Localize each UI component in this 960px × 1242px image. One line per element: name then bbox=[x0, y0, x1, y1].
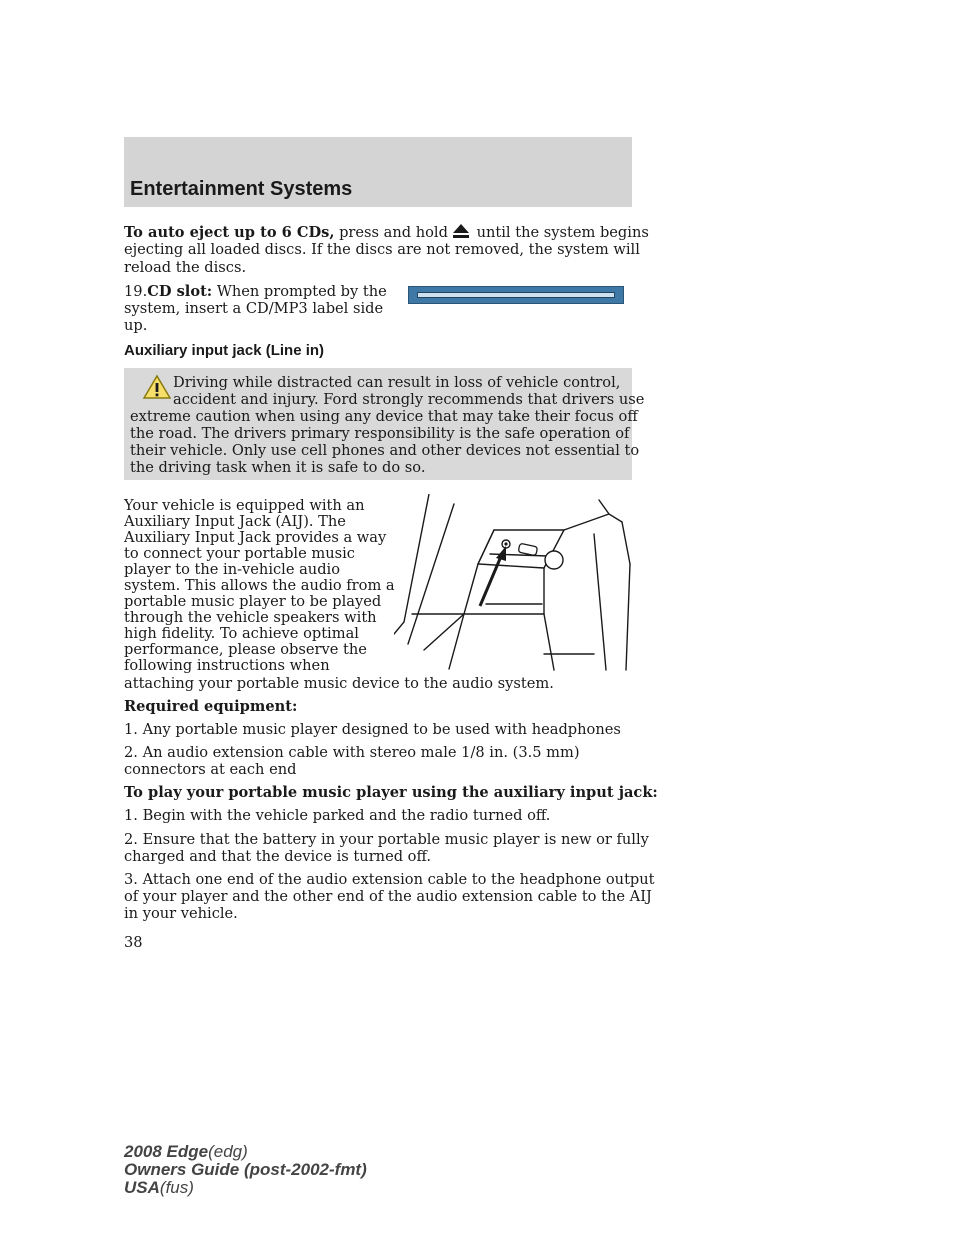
warning-line-6: the driving task when it is safe to do so. bbox=[130, 459, 426, 476]
eject-line-3: reload the discs. bbox=[124, 259, 247, 276]
aij-line-10: performance, please observe the bbox=[124, 641, 367, 658]
cd-slot-line-1 bbox=[124, 283, 387, 300]
warning-triangle-icon bbox=[142, 374, 172, 400]
play-step-3-line-1: 3. Attach one end of the audio extension cable to the headphone output bbox=[124, 871, 655, 888]
document-footer bbox=[124, 1143, 367, 1197]
play-step-2-line-1: 2. Ensure that the battery in your portable music player is new or fully bbox=[124, 831, 649, 848]
warning-box bbox=[124, 368, 645, 480]
eject-lead: To auto eject up to 6 CDs, bbox=[124, 224, 335, 241]
required-item-2-line-1: 2. An audio extension cable with stereo male 1/8 in. (3.5 mm) bbox=[124, 744, 580, 761]
eject-icon bbox=[452, 223, 470, 239]
aij-line-6: system. This allows the audio from a bbox=[124, 577, 395, 594]
cd-slot-line-3: up. bbox=[124, 317, 148, 334]
cd-slot-lead: CD slot: bbox=[147, 283, 213, 300]
footer-model: 2008 Edge bbox=[124, 1142, 209, 1161]
page-number: 38 bbox=[124, 934, 143, 951]
play-step-2-line-2: charged and that the device is turned off. bbox=[124, 848, 431, 865]
aij-line-5: player to the in-vehicle audio bbox=[124, 561, 340, 578]
aij-line-8: through the vehicle speakers with bbox=[124, 609, 377, 626]
required-item-2-line-2: connectors at each end bbox=[124, 761, 297, 778]
footer-line-3 bbox=[124, 1179, 367, 1197]
eject-line-2: ejecting all loaded discs. If the discs are not removed, the system will bbox=[124, 241, 640, 258]
footer-model-code: (edg) bbox=[208, 1142, 248, 1161]
warning-line-1: Driving while distracted can result in loss of vehicle control, bbox=[173, 374, 621, 391]
aij-line-2: Auxiliary Input Jack (AIJ). The bbox=[124, 513, 346, 530]
aij-line-11: following instructions when bbox=[124, 657, 330, 674]
aij-line-4: to connect your portable music bbox=[124, 545, 355, 562]
footer-line-2: Owners Guide (post-2002-fmt) bbox=[124, 1160, 367, 1179]
cd-slot-number: 19. bbox=[124, 283, 148, 300]
warning-line-3: extreme caution when using any device that may take their focus off bbox=[130, 408, 638, 425]
eject-after-icon: until the system begins bbox=[476, 224, 649, 241]
footer-market-code: (fus) bbox=[159, 1178, 194, 1197]
section-header bbox=[124, 137, 632, 207]
cd-slot-opening bbox=[417, 292, 615, 298]
cd-slot-line-2: system, insert a CD/MP3 label side bbox=[124, 300, 384, 317]
section-title: Entertainment Systems bbox=[130, 178, 353, 200]
play-step-1: 1. Begin with the vehicle parked and the radio turned off. bbox=[124, 807, 551, 824]
required-item-1: 1. Any portable music player designed to be used with headphones bbox=[124, 721, 621, 738]
aij-console-illustration bbox=[394, 494, 634, 672]
required-heading: Required equipment: bbox=[124, 698, 298, 715]
play-step-3-line-2: of your player and the other end of the audio extension cable to the AIJ bbox=[124, 888, 652, 905]
aij-line-7: portable music player to be played bbox=[124, 593, 382, 610]
aij-line-12: attaching your portable music device to the audio system. bbox=[124, 675, 554, 692]
eject-before-icon: press and hold bbox=[339, 224, 448, 241]
cd-slot-text: When prompted by the bbox=[216, 283, 387, 300]
aij-line-1: Your vehicle is equipped with an bbox=[124, 497, 365, 514]
aij-line-9: high fidelity. To achieve optimal bbox=[124, 625, 359, 642]
play-heading: To play your portable music player using the auxiliary input jack: bbox=[124, 784, 658, 801]
footer-line-1 bbox=[124, 1143, 367, 1161]
warning-line-4: the road. The drivers primary responsibility is the safe operation of bbox=[130, 425, 630, 442]
cd-slot-illustration bbox=[408, 286, 624, 304]
warning-line-2: accident and injury. Ford strongly recommends that drivers use bbox=[173, 391, 645, 408]
eject-line-1 bbox=[124, 223, 649, 241]
aux-heading: Auxiliary input jack (Line in) bbox=[124, 342, 325, 359]
warning-line-5: their vehicle. Only use cell phones and other devices not essential to bbox=[130, 442, 640, 459]
footer-market: USA bbox=[124, 1178, 160, 1197]
aij-line-3: Auxiliary Input Jack provides a way bbox=[124, 529, 387, 546]
play-step-3-line-3: in your vehicle. bbox=[124, 905, 238, 922]
